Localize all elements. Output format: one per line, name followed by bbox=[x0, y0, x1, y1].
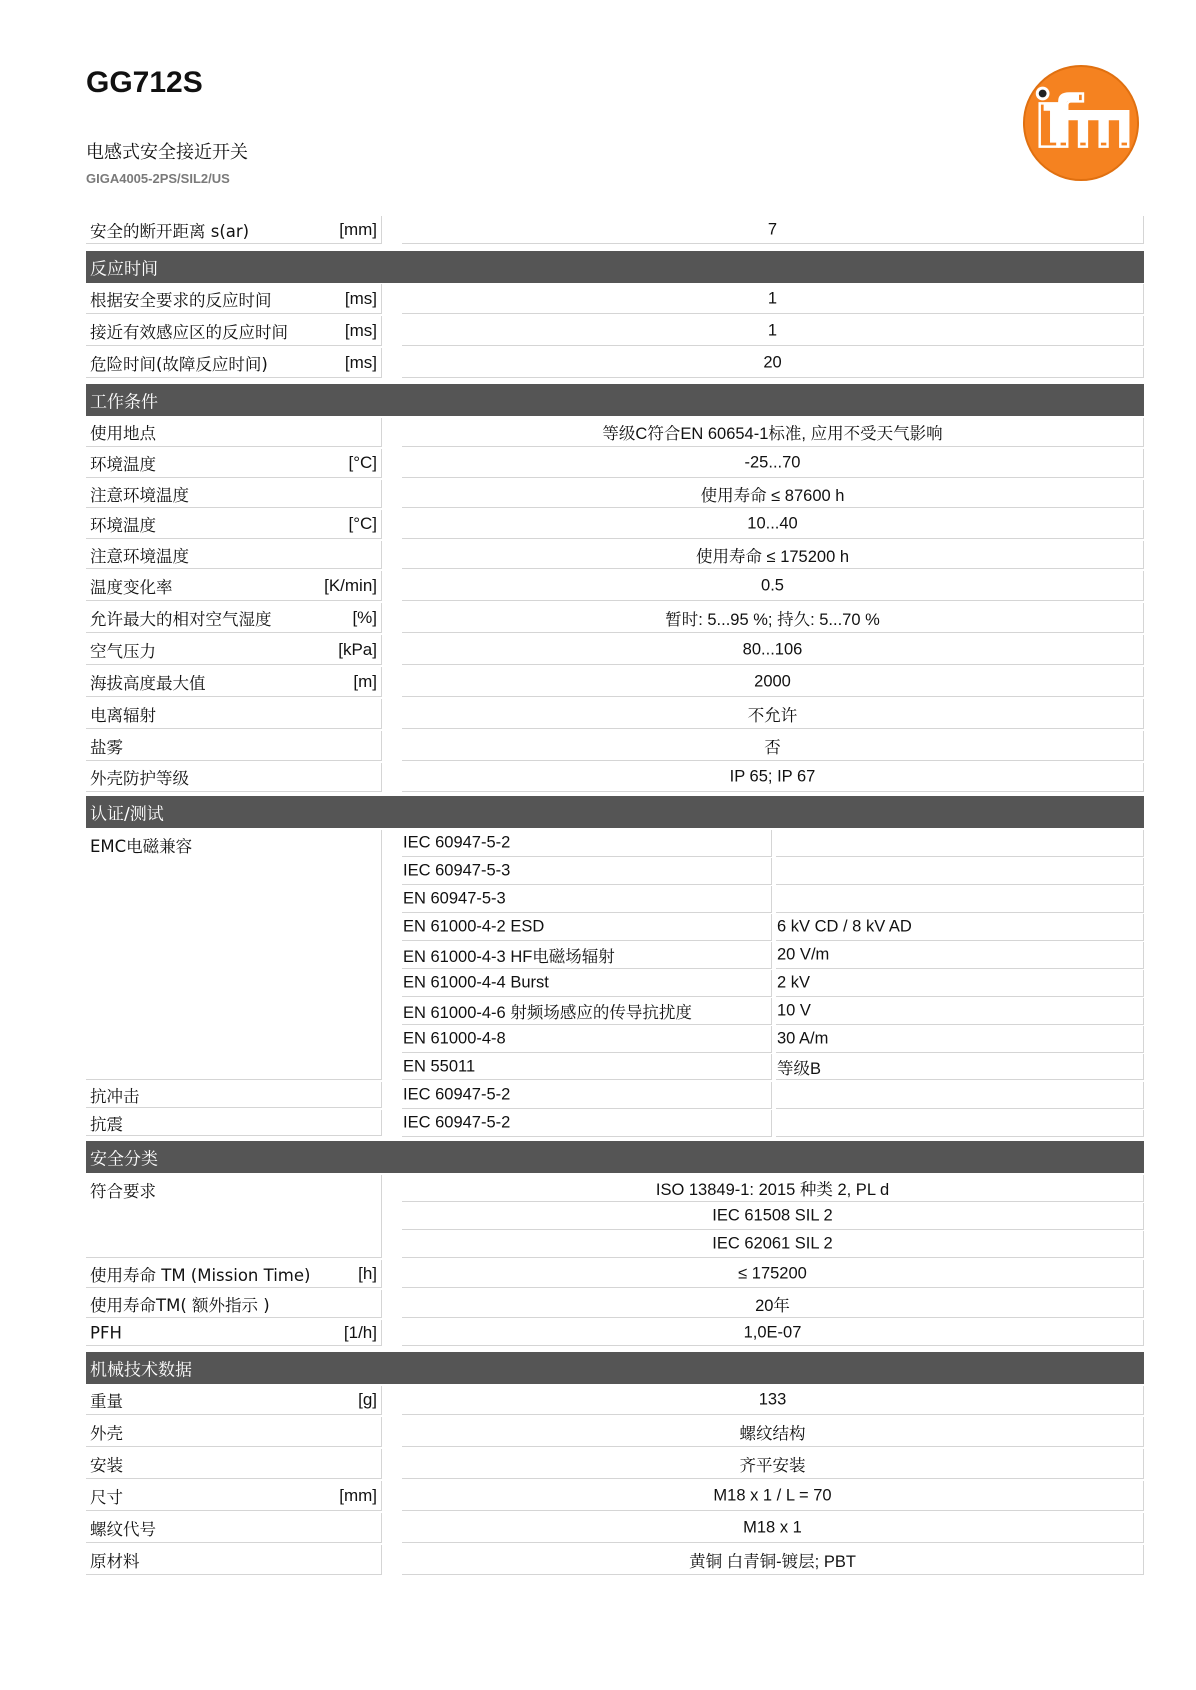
row-label: 使用地点 bbox=[90, 424, 156, 443]
row-label: 根据安全要求的反应时间 bbox=[90, 290, 272, 310]
row-unit: [mm] bbox=[339, 1485, 377, 1505]
row-unit: [ms] bbox=[344, 352, 377, 372]
row-value: 20年 bbox=[755, 1296, 790, 1315]
row-label: 环境温度 bbox=[90, 516, 156, 535]
product-description: 电感式安全接近开关 bbox=[86, 142, 248, 163]
row-unit: [ms] bbox=[344, 288, 377, 308]
row-value: 133 bbox=[758, 1390, 787, 1409]
row-label: 使用寿命TM( 额外指示 ) bbox=[90, 1295, 270, 1315]
row-label: 空气压力 bbox=[90, 641, 156, 661]
row-label: PFH bbox=[90, 1323, 122, 1342]
emc-standard: IEC 60947-5-2 bbox=[402, 830, 772, 857]
section-header-mechanical-data bbox=[86, 1352, 1144, 1384]
requirement-value: IEC 62061 SIL 2 bbox=[402, 1231, 1144, 1258]
row-label: 电离辐射 bbox=[90, 705, 156, 725]
row-value: 否 bbox=[764, 738, 781, 757]
row-value: 黄铜 白青铜-镀层; PBT bbox=[689, 1552, 856, 1571]
row-label: 原材料 bbox=[90, 1551, 140, 1571]
ifm-logo-icon bbox=[1022, 64, 1140, 182]
table-row bbox=[86, 1481, 1144, 1511]
table-row bbox=[86, 571, 1144, 601]
row-value: M18 x 1 bbox=[743, 1518, 802, 1536]
row-label: 注意环境温度 bbox=[90, 546, 189, 566]
table-row bbox=[86, 1449, 1144, 1479]
section-title: 反应时间 bbox=[90, 259, 158, 280]
row-unit: [m] bbox=[353, 671, 377, 691]
table-row bbox=[86, 1417, 1144, 1447]
row-unit: [1/h] bbox=[343, 1322, 377, 1342]
table-row bbox=[86, 1290, 1144, 1318]
section-header-operating-conditions bbox=[86, 384, 1144, 416]
row-label: 安全的断开距离 s(ar) bbox=[90, 221, 250, 241]
row-label: 海拔高度最大值 bbox=[90, 673, 206, 693]
emc-value bbox=[776, 858, 1144, 885]
emc-standard: EN 61000-4-3 HF电磁场辐射 bbox=[402, 942, 772, 969]
emc-value bbox=[776, 830, 1144, 857]
section-title: 认证/测试 bbox=[90, 804, 164, 825]
row-value: 7 bbox=[767, 220, 778, 238]
product-title: GG712S bbox=[86, 66, 203, 99]
table-row bbox=[86, 510, 1144, 539]
row-label: 危险时间(故障反应时间) bbox=[90, 354, 268, 374]
emc-standard: EN 61000-4-2 ESD bbox=[402, 914, 772, 941]
row-unit: [K/min] bbox=[324, 575, 377, 595]
row-label: 尺寸 bbox=[90, 1487, 123, 1507]
row-label: 环境温度 bbox=[90, 455, 156, 474]
table-row bbox=[86, 316, 1144, 346]
row-unit: [g] bbox=[358, 1390, 377, 1409]
section-title: 机械技术数据 bbox=[90, 1360, 192, 1381]
row-unit: [%] bbox=[352, 607, 377, 627]
section-title: 安全分类 bbox=[90, 1149, 158, 1170]
row-label: 接近有效感应区的反应时间 bbox=[90, 322, 288, 342]
emc-value: 30 A/m bbox=[776, 1026, 1144, 1053]
section-header-response-time bbox=[86, 251, 1144, 283]
product-code: GIGA4005-2PS/SIL2/US bbox=[86, 171, 230, 186]
row-label: 外壳 bbox=[90, 1423, 123, 1443]
row-label: 重量 bbox=[90, 1392, 123, 1411]
row-value: 1,0E-07 bbox=[743, 1323, 802, 1341]
row-label: 盐雾 bbox=[90, 737, 123, 757]
row-unit: [°C] bbox=[348, 453, 377, 472]
emc-value: 等级B bbox=[776, 1054, 1144, 1080]
section-header-safety-classification bbox=[86, 1141, 1144, 1173]
row-value: 80...106 bbox=[742, 640, 803, 658]
row-label: 螺纹代号 bbox=[90, 1519, 156, 1539]
emc-label-cell bbox=[86, 830, 382, 1080]
row-value: 暂时: 5...95 %; 持久: 5...70 % bbox=[665, 610, 880, 629]
row-value: 螺纹结构 bbox=[739, 1424, 806, 1443]
row-value: 0.5 bbox=[761, 576, 784, 594]
table-row bbox=[86, 635, 1144, 665]
emc-standard: EN 61000-4-8 bbox=[402, 1026, 772, 1053]
emc-standard: EN 60947-5-3 bbox=[402, 886, 772, 913]
row-value: -25...70 bbox=[744, 453, 801, 472]
requirement-value: ISO 13849-1: 2015 种类 2, PL d bbox=[402, 1175, 1144, 1202]
emc-standard: IEC 60947-5-3 bbox=[402, 858, 772, 885]
table-row bbox=[86, 1320, 1144, 1346]
table-row bbox=[86, 480, 1144, 508]
table-row bbox=[86, 763, 1144, 792]
row-unit: [kPa] bbox=[338, 639, 377, 659]
emc-value: 20 V/m bbox=[776, 942, 1144, 969]
row-label: 抗震 bbox=[90, 1114, 123, 1134]
requirements-label-cell bbox=[86, 1175, 382, 1258]
table-row bbox=[86, 1386, 1144, 1415]
row-value: 10...40 bbox=[747, 514, 798, 533]
emc-standard: EN 61000-4-4 Burst bbox=[402, 970, 772, 997]
row-value: 1 bbox=[767, 321, 778, 339]
requirement-value: IEC 61508 SIL 2 bbox=[402, 1203, 1144, 1230]
row-label: 抗冲击 bbox=[90, 1086, 140, 1106]
table-row bbox=[86, 348, 1144, 378]
table-row bbox=[86, 284, 1144, 314]
section-header-approvals bbox=[86, 796, 1144, 828]
table-row bbox=[86, 699, 1144, 729]
table-row bbox=[86, 216, 1144, 244]
table-row bbox=[86, 418, 1144, 447]
emc-standard: EN 55011 bbox=[402, 1054, 772, 1080]
row-value: M18 x 1 / L = 70 bbox=[713, 1486, 832, 1504]
row-value: 使用寿命 ≤ 175200 h bbox=[695, 547, 850, 566]
table-row bbox=[86, 667, 1144, 697]
table-row bbox=[86, 1260, 1144, 1288]
row-value: 等级C符合EN 60654-1标准, 应用不受天气影响 bbox=[602, 425, 943, 443]
row-unit: [ms] bbox=[344, 320, 377, 340]
table-row bbox=[86, 541, 1144, 569]
row-unit: [h] bbox=[358, 1263, 377, 1283]
row-value: 2000 bbox=[754, 672, 791, 690]
row-label: 安装 bbox=[90, 1455, 123, 1475]
row-value: 20 bbox=[763, 353, 782, 371]
row-label: EMC电磁兼容 bbox=[90, 837, 193, 856]
row-value: 不允许 bbox=[747, 706, 798, 725]
test-standard: IEC 60947-5-2 bbox=[402, 1082, 772, 1109]
section-title: 工作条件 bbox=[90, 392, 158, 413]
table-row bbox=[86, 449, 1144, 478]
emc-value: 10 V bbox=[776, 998, 1144, 1025]
row-label: 允许最大的相对空气湿度 bbox=[90, 609, 272, 629]
row-unit: [mm] bbox=[339, 219, 377, 239]
row-label: 符合要求 bbox=[90, 1182, 156, 1201]
table-row bbox=[86, 1545, 1144, 1575]
row-value: 使用寿命 ≤ 87600 h bbox=[700, 486, 845, 505]
row-label: 外壳防护等级 bbox=[90, 769, 189, 788]
emc-standard: EN 61000-4-6 射频场感应的传导抗扰度 bbox=[402, 998, 772, 1025]
emc-value: 6 kV CD / 8 kV AD bbox=[776, 914, 1144, 941]
test-value bbox=[776, 1110, 1144, 1137]
row-value: ≤ 175200 bbox=[738, 1264, 807, 1282]
row-value: IP 65; IP 67 bbox=[729, 767, 816, 786]
test-standard: IEC 60947-5-2 bbox=[402, 1110, 772, 1137]
table-row bbox=[86, 1513, 1144, 1543]
emc-value: 2 kV bbox=[776, 970, 1144, 997]
test-value bbox=[776, 1082, 1144, 1109]
row-label: 注意环境温度 bbox=[90, 485, 189, 505]
row-label: 温度变化率 bbox=[90, 577, 173, 597]
row-unit: [°C] bbox=[348, 514, 377, 533]
row-value: 齐平安装 bbox=[739, 1456, 806, 1475]
table-row bbox=[86, 603, 1144, 633]
table-row bbox=[86, 731, 1144, 761]
row-label: 使用寿命 TM (Mission Time) bbox=[90, 1265, 311, 1285]
emc-value bbox=[776, 886, 1144, 913]
row-value: 1 bbox=[767, 289, 778, 307]
